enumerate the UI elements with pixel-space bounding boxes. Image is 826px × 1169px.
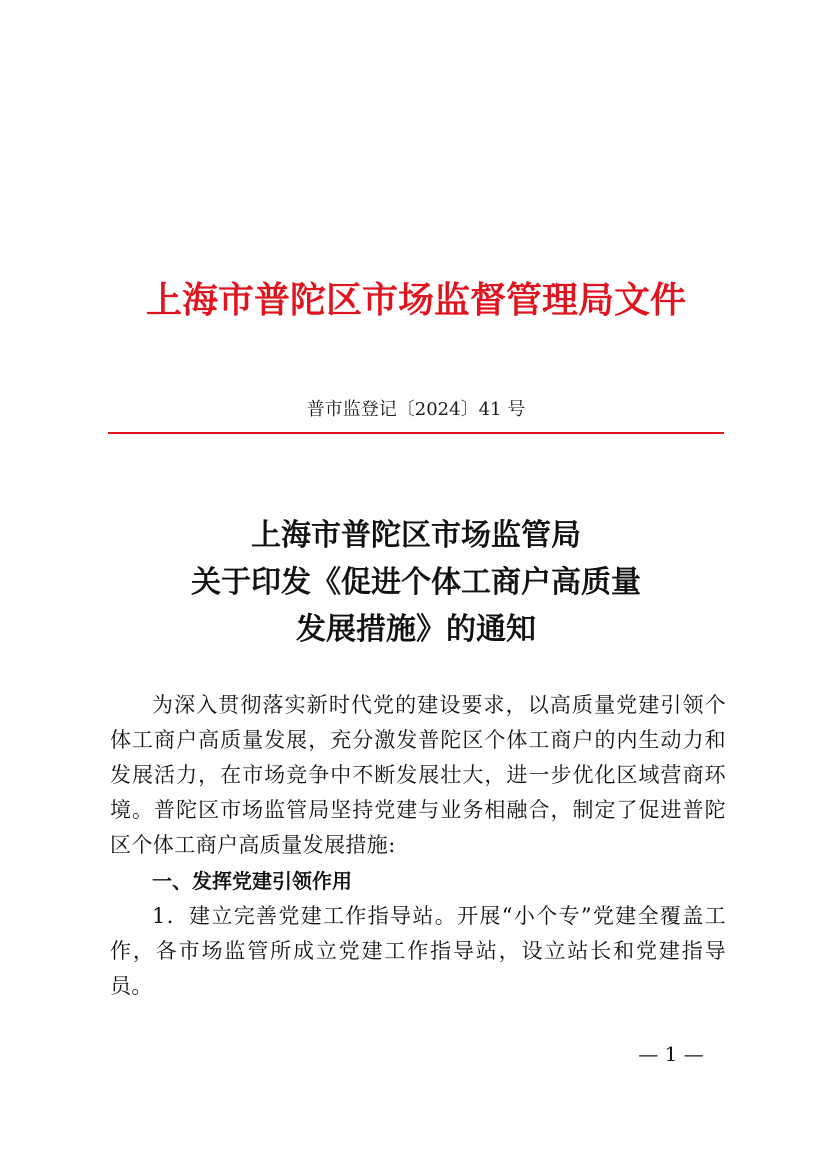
red-divider-line: [108, 432, 724, 434]
document-body: [110, 688, 726, 1004]
title-line-2: 关于印发《促进个体工商户高质量: [191, 565, 641, 600]
item-paragraph-1: 1．建立完善党建工作指导站。开展“小个专”党建全覆盖工作，各市场监管所成立党建工作指导站，设立站长和党建指导员。: [110, 904, 726, 998]
document-number: 普市监登记〔2024〕41 号: [306, 399, 526, 420]
title-line-1: 上海市普陀区市场监管局: [251, 518, 581, 553]
document-title: [108, 512, 724, 653]
section-heading-1: 一、发挥党建引领作用: [152, 869, 352, 893]
masthead-title: 上海市普陀区市场监督管理局文件: [145, 279, 686, 321]
page-number: — 1 —: [638, 1042, 704, 1066]
intro-paragraph: 为深入贯彻落实新时代党的建设要求，以高质量党建引领个体工商户高质量发展，充分激发普陀区个体工商户的内生动力和发展活力，在市场竞争中不断发展壮大，进一步优化区域营商环境。普陀区市场监管局坚持党建与业务相融合，制定了促进普陀区个体工商户高质量发展措施:: [110, 693, 726, 857]
title-line-3: 发展措施》的通知: [296, 612, 536, 647]
